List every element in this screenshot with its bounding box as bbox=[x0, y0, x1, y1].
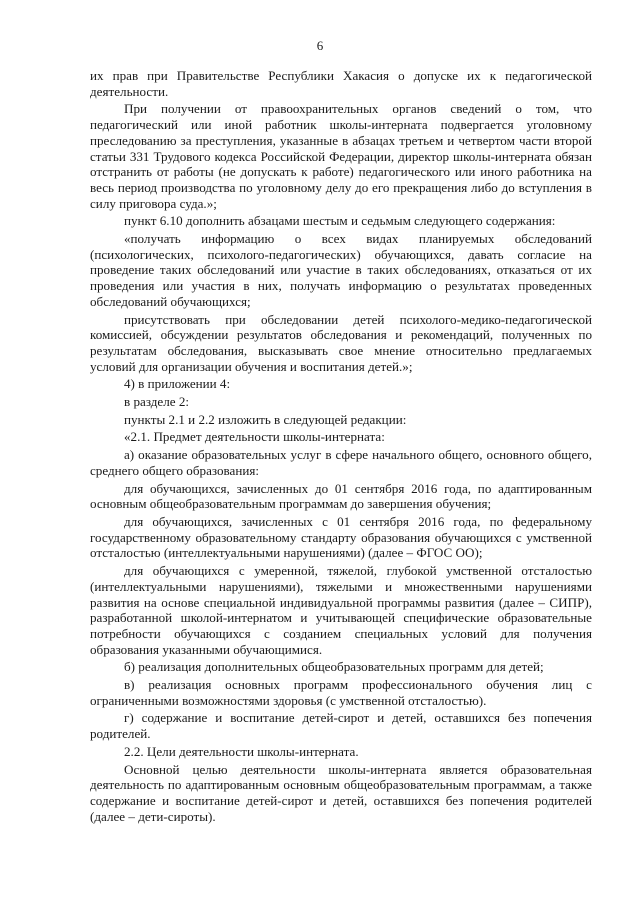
paragraph: «получать информацию о всех видах планируемых обследований (психологических, психолого-педагогических) обучающихся, давать согласие на проведение таких обследований или участие в таких обследованиях, отказаться от их проведения или участия в них, получать информацию о результатах проведенных обследований обучающихся; bbox=[90, 231, 592, 309]
paragraph: а) оказание образовательных услуг в сфере начального общего, основного общего, среднего общего образования: bbox=[90, 447, 592, 478]
paragraph: в разделе 2: bbox=[124, 394, 190, 410]
paragraph: пункты 2.1 и 2.2 изложить в следующей редакции: bbox=[124, 411, 407, 427]
paragraph: пункт 6.10 дополнить абзацами шестым и седьмым следующего содержания: bbox=[124, 213, 556, 229]
paragraph: присутствовать при обследовании детей психолого-медико-педагогической комиссией, обсуждении результатов обследования и рекомендаций, полученных по результатам обследования, высказывать свое мнение относительно предлагаемых условий для организации обучения и воспитания детей.»; bbox=[90, 311, 592, 374]
paragraph: их прав при Правительстве Республики Хакасия о допуске их к педагогической деятельности. bbox=[90, 68, 592, 99]
paragraph: 4) в приложении 4: bbox=[124, 376, 231, 392]
paragraph: г) содержание и воспитание детей-сирот и детей, оставшихся без попечения родителей. bbox=[90, 710, 592, 742]
paragraph: Основной целью деятельности школы-интерната является образовательная деятельность по адаптированным основным общеобразовательным программам, а также содержание и воспитание детей-сирот и детей, оставшихся без попечения родителей (далее – дети-сироты). bbox=[90, 761, 592, 824]
paragraph: для обучающихся, зачисленных до 01 сентября 2016 года, по адаптированным основным общеобразовательным программам до завершения обучения; bbox=[90, 480, 592, 512]
paragraph: для обучающихся, зачисленных с 01 сентября 2016 года, по федеральному государственному образовательному стандарту образования обучающихся с умственной отсталостью (интеллектуальными нарушениями) (далее – ФГОС ОО); bbox=[90, 513, 592, 561]
paragraph: 2.2. Цели деятельности школы-интерната. bbox=[124, 743, 359, 759]
paragraph: для обучающихся с умеренной, тяжелой, глубокой умственной отсталостью (интеллектуальными нарушениями), тяжелыми и множественными нарушениями развития на основе специальной индивидуальной программы развития (далее – СИПР), разработанной школой-интернатом и учитывающей специфические образовательные потребности обучающихся с созданием специальных условий для получения образования указанными обучающимися. bbox=[90, 563, 592, 657]
paragraph: При получении от правоохранительных органов сведений о том, что педагогический или иной работник школы-интерната подвергается уголовному преследованию за преступления, указанные в абзацах третьем и четвертом части второй статьи 331 Трудового кодекса Российской Федерации, директор школы-интерната обязан отстранить от работы (не допускать к работе) педагогического или иного работника на весь период производства по уголовному делу до его прекращения либо до вступления в силу приговора суда.»; bbox=[90, 101, 592, 211]
paragraph: в) реализация основных программ профессионального обучения лиц с ограниченными возможностями здоровья (с умственной отсталостью). bbox=[90, 677, 592, 708]
paragraph: «2.1. Предмет деятельности школы-интерната: bbox=[124, 429, 385, 445]
paragraph: б) реализация дополнительных общеобразовательных программ для детей; bbox=[124, 659, 544, 675]
page-number: 6 bbox=[316, 38, 324, 53]
document-body bbox=[90, 68, 592, 826]
